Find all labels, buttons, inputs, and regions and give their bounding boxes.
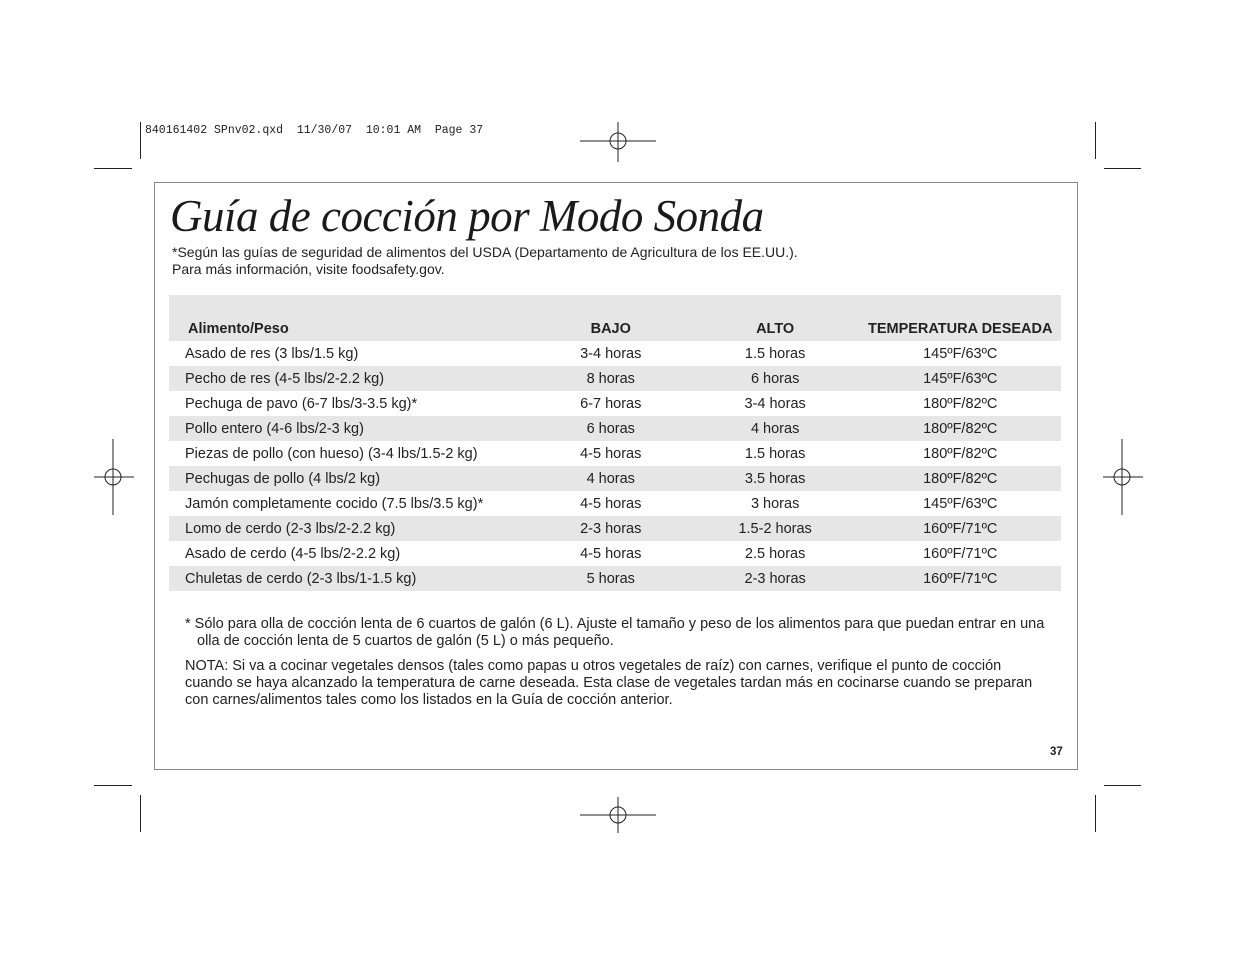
table-row	[169, 566, 1061, 591]
high-time-cell: 3.5 horas	[691, 466, 860, 491]
page-title: Guía de cocción por Modo Sonda	[170, 191, 764, 241]
table-row	[169, 441, 1061, 466]
food-cell: Asado de res (3 lbs/1.5 kg)	[185, 345, 359, 362]
registration-mark-icon	[580, 797, 656, 833]
low-time-cell: 2-3 horas	[531, 516, 691, 541]
low-time-cell: 3-4 horas	[580, 345, 642, 362]
temperature-cell: 180ºF/82ºC	[923, 445, 998, 462]
food-cell: Pechugas de pollo (4 lbs/2 kg)	[169, 466, 531, 491]
low-time-cell: 4-5 horas	[580, 545, 642, 562]
food-cell: Pechuga de pavo (6-7 lbs/3-3.5 kg)*	[185, 395, 418, 412]
registration-mark-icon	[94, 439, 134, 515]
page-number: 37	[1050, 746, 1063, 758]
high-time-cell: 1.5-2 horas	[691, 516, 860, 541]
high-time-cell: 4 horas	[691, 416, 860, 441]
temperature-cell: 180ºF/82ºC	[859, 416, 1061, 441]
high-time-cell: 6 horas	[691, 366, 860, 391]
crop-mark-top-left-vertical	[140, 122, 141, 159]
food-cell: Pollo entero (4-6 lbs/2-3 kg)	[169, 416, 531, 441]
registration-mark-icon	[1103, 439, 1143, 515]
low-time-cell: 6 horas	[531, 416, 691, 441]
table-row	[169, 341, 1061, 366]
table-row	[169, 466, 1061, 491]
temperature-cell: 145ºF/63ºC	[859, 366, 1061, 391]
low-time-cell: 4-5 horas	[580, 495, 642, 512]
high-time-cell: 2-3 horas	[691, 566, 860, 591]
food-cell: Pecho de res (4-5 lbs/2-2.2 kg)	[169, 366, 531, 391]
temperature-cell: 160ºF/71ºC	[859, 566, 1061, 591]
crop-mark-top-left-horizontal	[94, 168, 132, 169]
cooking-guide-table	[169, 295, 1061, 591]
crop-mark-top-right-horizontal	[1104, 168, 1141, 169]
crop-mark-bottom-right-horizontal	[1104, 785, 1141, 786]
table-row	[169, 491, 1061, 516]
registration-mark-icon	[580, 122, 656, 162]
footnote: * Sólo para olla de cocción lenta de 6 cuartos de galón (6 L). Ajuste el tamaño y peso de los alimentos para que puedan entrar en una olla de cocción lenta de 5 cuartos de galón (5 L) o más pequeño.	[185, 616, 1045, 649]
low-time-cell: 5 horas	[531, 566, 691, 591]
table-row	[169, 391, 1061, 416]
table-row	[169, 366, 1061, 391]
temperature-cell: 145ºF/63ºC	[923, 345, 998, 362]
food-cell: Chuletas de cerdo (2-3 lbs/1-1.5 kg)	[169, 566, 531, 591]
low-time-cell: 8 horas	[531, 366, 691, 391]
column-header-high: ALTO	[691, 295, 860, 341]
temperature-cell: 180ºF/82ºC	[859, 466, 1061, 491]
intro-text	[172, 244, 798, 278]
temperature-cell: 180ºF/82ºC	[923, 395, 998, 412]
low-time-cell: 6-7 horas	[580, 395, 642, 412]
low-time-cell: 4 horas	[531, 466, 691, 491]
table-row	[169, 516, 1061, 541]
crop-mark-top-right-vertical	[1095, 122, 1096, 159]
column-header-target-temp: TEMPERATURA DESEADA	[859, 295, 1061, 341]
high-time-cell: 1.5 horas	[744, 345, 806, 362]
printer-slug-line: 840161402 SPnv02.qxd 11/30/07 10:01 AM Page 37	[145, 124, 484, 137]
column-header-food: Alimento/Peso	[169, 295, 531, 341]
food-cell: Jamón completamente cocido (7.5 lbs/3.5 kg)*	[185, 495, 484, 512]
crop-mark-bottom-right-vertical	[1095, 795, 1096, 832]
intro-line: *Según las guías de seguridad de alimentos del USDA (Departamento de Agricultura de los EE.UU.).	[172, 244, 798, 260]
notes-section	[185, 616, 1045, 709]
nota-paragraph: NOTA: Si va a cocinar vegetales densos (tales como papas u otros vegetales de raíz) con carnes, verifique el punto de cocción cuando se haya alcanzado la temperatura de carne deseada. Esta clase de vegetales tardan más en cocinarse cuando se preparan con carnes/alimentos tales como los listados en la Guía de cocción anterior.	[185, 658, 1033, 708]
food-cell: Lomo de cerdo (2-3 lbs/2-2.2 kg)	[169, 516, 531, 541]
table-row	[169, 541, 1061, 566]
crop-mark-bottom-left-horizontal	[94, 785, 132, 786]
temperature-cell: 160ºF/71ºC	[859, 516, 1061, 541]
table-header-row	[169, 295, 1061, 341]
food-cell: Piezas de pollo (con hueso) (3-4 lbs/1.5-2 kg)	[185, 445, 478, 462]
high-time-cell: 1.5 horas	[744, 445, 806, 462]
temperature-cell: 160ºF/71ºC	[923, 545, 998, 562]
high-time-cell: 2.5 horas	[744, 545, 806, 562]
low-time-cell: 4-5 horas	[580, 445, 642, 462]
temperature-cell: 145ºF/63ºC	[923, 495, 998, 512]
food-cell: Asado de cerdo (4-5 lbs/2-2.2 kg)	[185, 545, 401, 562]
high-time-cell: 3 horas	[750, 495, 800, 512]
intro-line: Para más información, visite foodsafety.gov.	[172, 261, 445, 277]
table-row	[169, 416, 1061, 441]
high-time-cell: 3-4 horas	[744, 395, 806, 412]
column-header-low: BAJO	[531, 295, 691, 341]
crop-mark-bottom-left-vertical	[140, 795, 141, 832]
